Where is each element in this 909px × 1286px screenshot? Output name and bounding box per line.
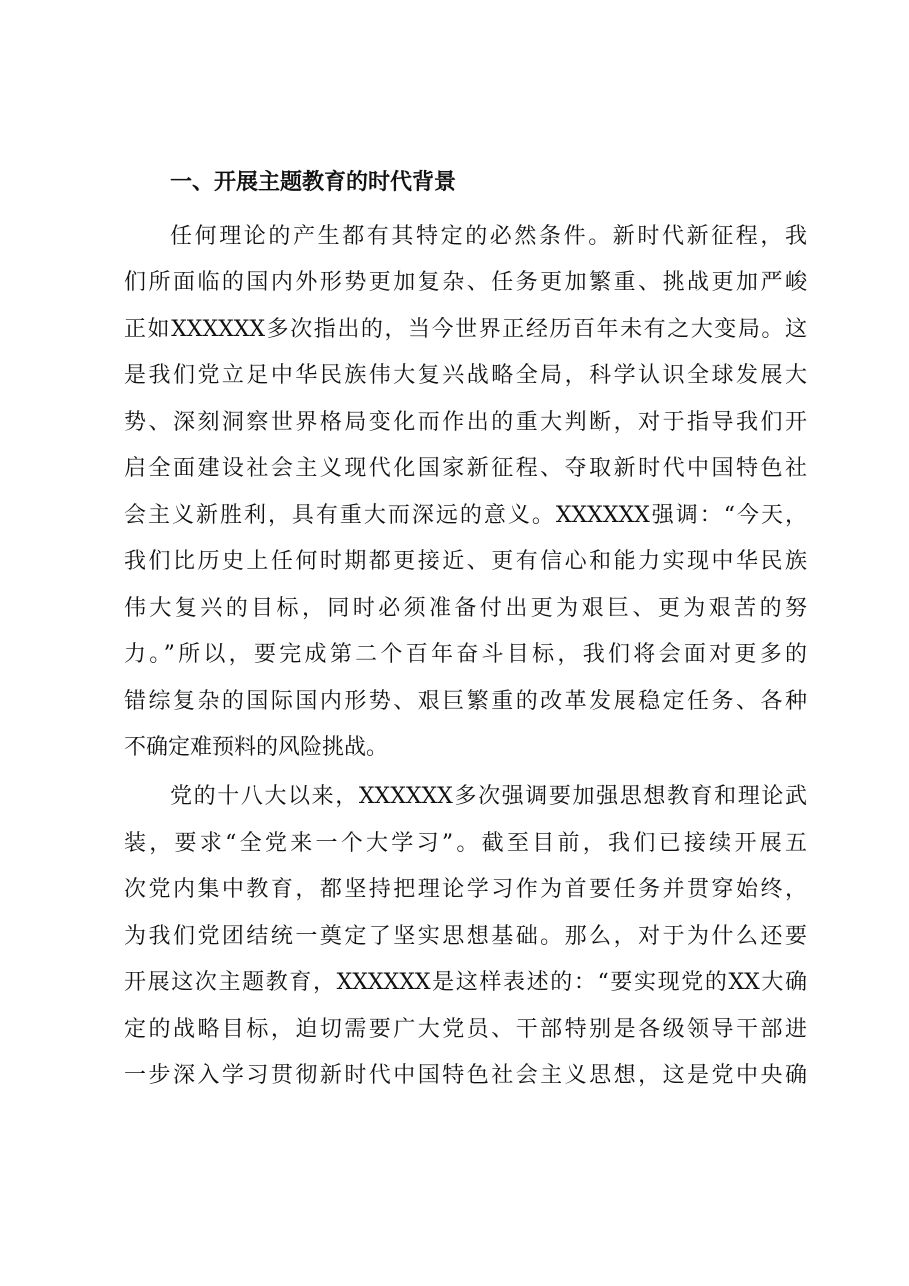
paragraph-2-line-6: 定的战略目标，迫切需要广大党员、干部特别是各级领导干部进 <box>124 1017 807 1042</box>
section-heading: 一、开展主题教育的时代背景 <box>170 170 457 195</box>
paragraph-1-line-2: 们所面临的国内外形势更加复杂、任务更加繁重、挑战更加严峻 <box>124 270 807 295</box>
paragraph-2-line-5: 开展这次主题教育，XXXXXX是这样表述的：“要实现党的XX大确 <box>124 970 807 995</box>
paragraph-2-line-7: 一步深入学习贯彻新时代中国特色社会主义思想，这是党中央确 <box>124 1063 807 1088</box>
paragraph-2-line-3: 次党内集中教育，都坚持把理论学习作为首要任务并贯穿始终， <box>124 877 807 902</box>
paragraph-1-line-10: 力。”所以，要完成第二个百年奋斗目标，我们将会面对更多的 <box>124 642 807 667</box>
paragraph-2-line-4: 为我们党团结统一奠定了坚实思想基础。那么，对于为什么还要 <box>124 924 807 949</box>
paragraph-1-line-8: 我们比历史上任何时期都更接近、更有信心和能力实现中华民族 <box>124 549 807 574</box>
paragraph-1-line-3: 正如XXXXXX多次指出的，当今世界正经历百年未有之大变局。这 <box>124 317 807 342</box>
paragraph-1-line-5: 势、深刻洞察世界格局变化而作出的重大判断，对于指导我们开 <box>124 410 807 435</box>
paragraph-2-line-2: 装，要求“全党来一个大学习”。截至目前，我们已接续开展五 <box>124 831 807 856</box>
paragraph-1-line-4: 是我们党立足中华民族伟大复兴战略全局，科学认识全球发展大 <box>124 363 807 388</box>
paragraph-1-line-1: 任何理论的产生都有其特定的必然条件。新时代新征程，我 <box>170 224 807 249</box>
paragraph-1-line-11: 错综复杂的国际国内形势、艰巨繁重的改革发展稳定任务、各种 <box>124 689 807 714</box>
paragraph-1-line-12: 不确定难预料的风险挑战。 <box>124 735 389 760</box>
paragraph-1-line-9: 伟大复兴的目标，同时必须准备付出更为艰巨、更为艰苦的努 <box>124 596 807 621</box>
paragraph-2-line-1: 党的十八大以来，XXXXXX多次强调要加强思想教育和理论武 <box>170 784 807 809</box>
paragraph-1-line-7: 会主义新胜利，具有重大而深远的意义。XXXXXX强调：“今天， <box>124 503 807 528</box>
paragraph-1-line-6: 启全面建设社会主义现代化国家新征程、夺取新时代中国特色社 <box>124 456 807 481</box>
